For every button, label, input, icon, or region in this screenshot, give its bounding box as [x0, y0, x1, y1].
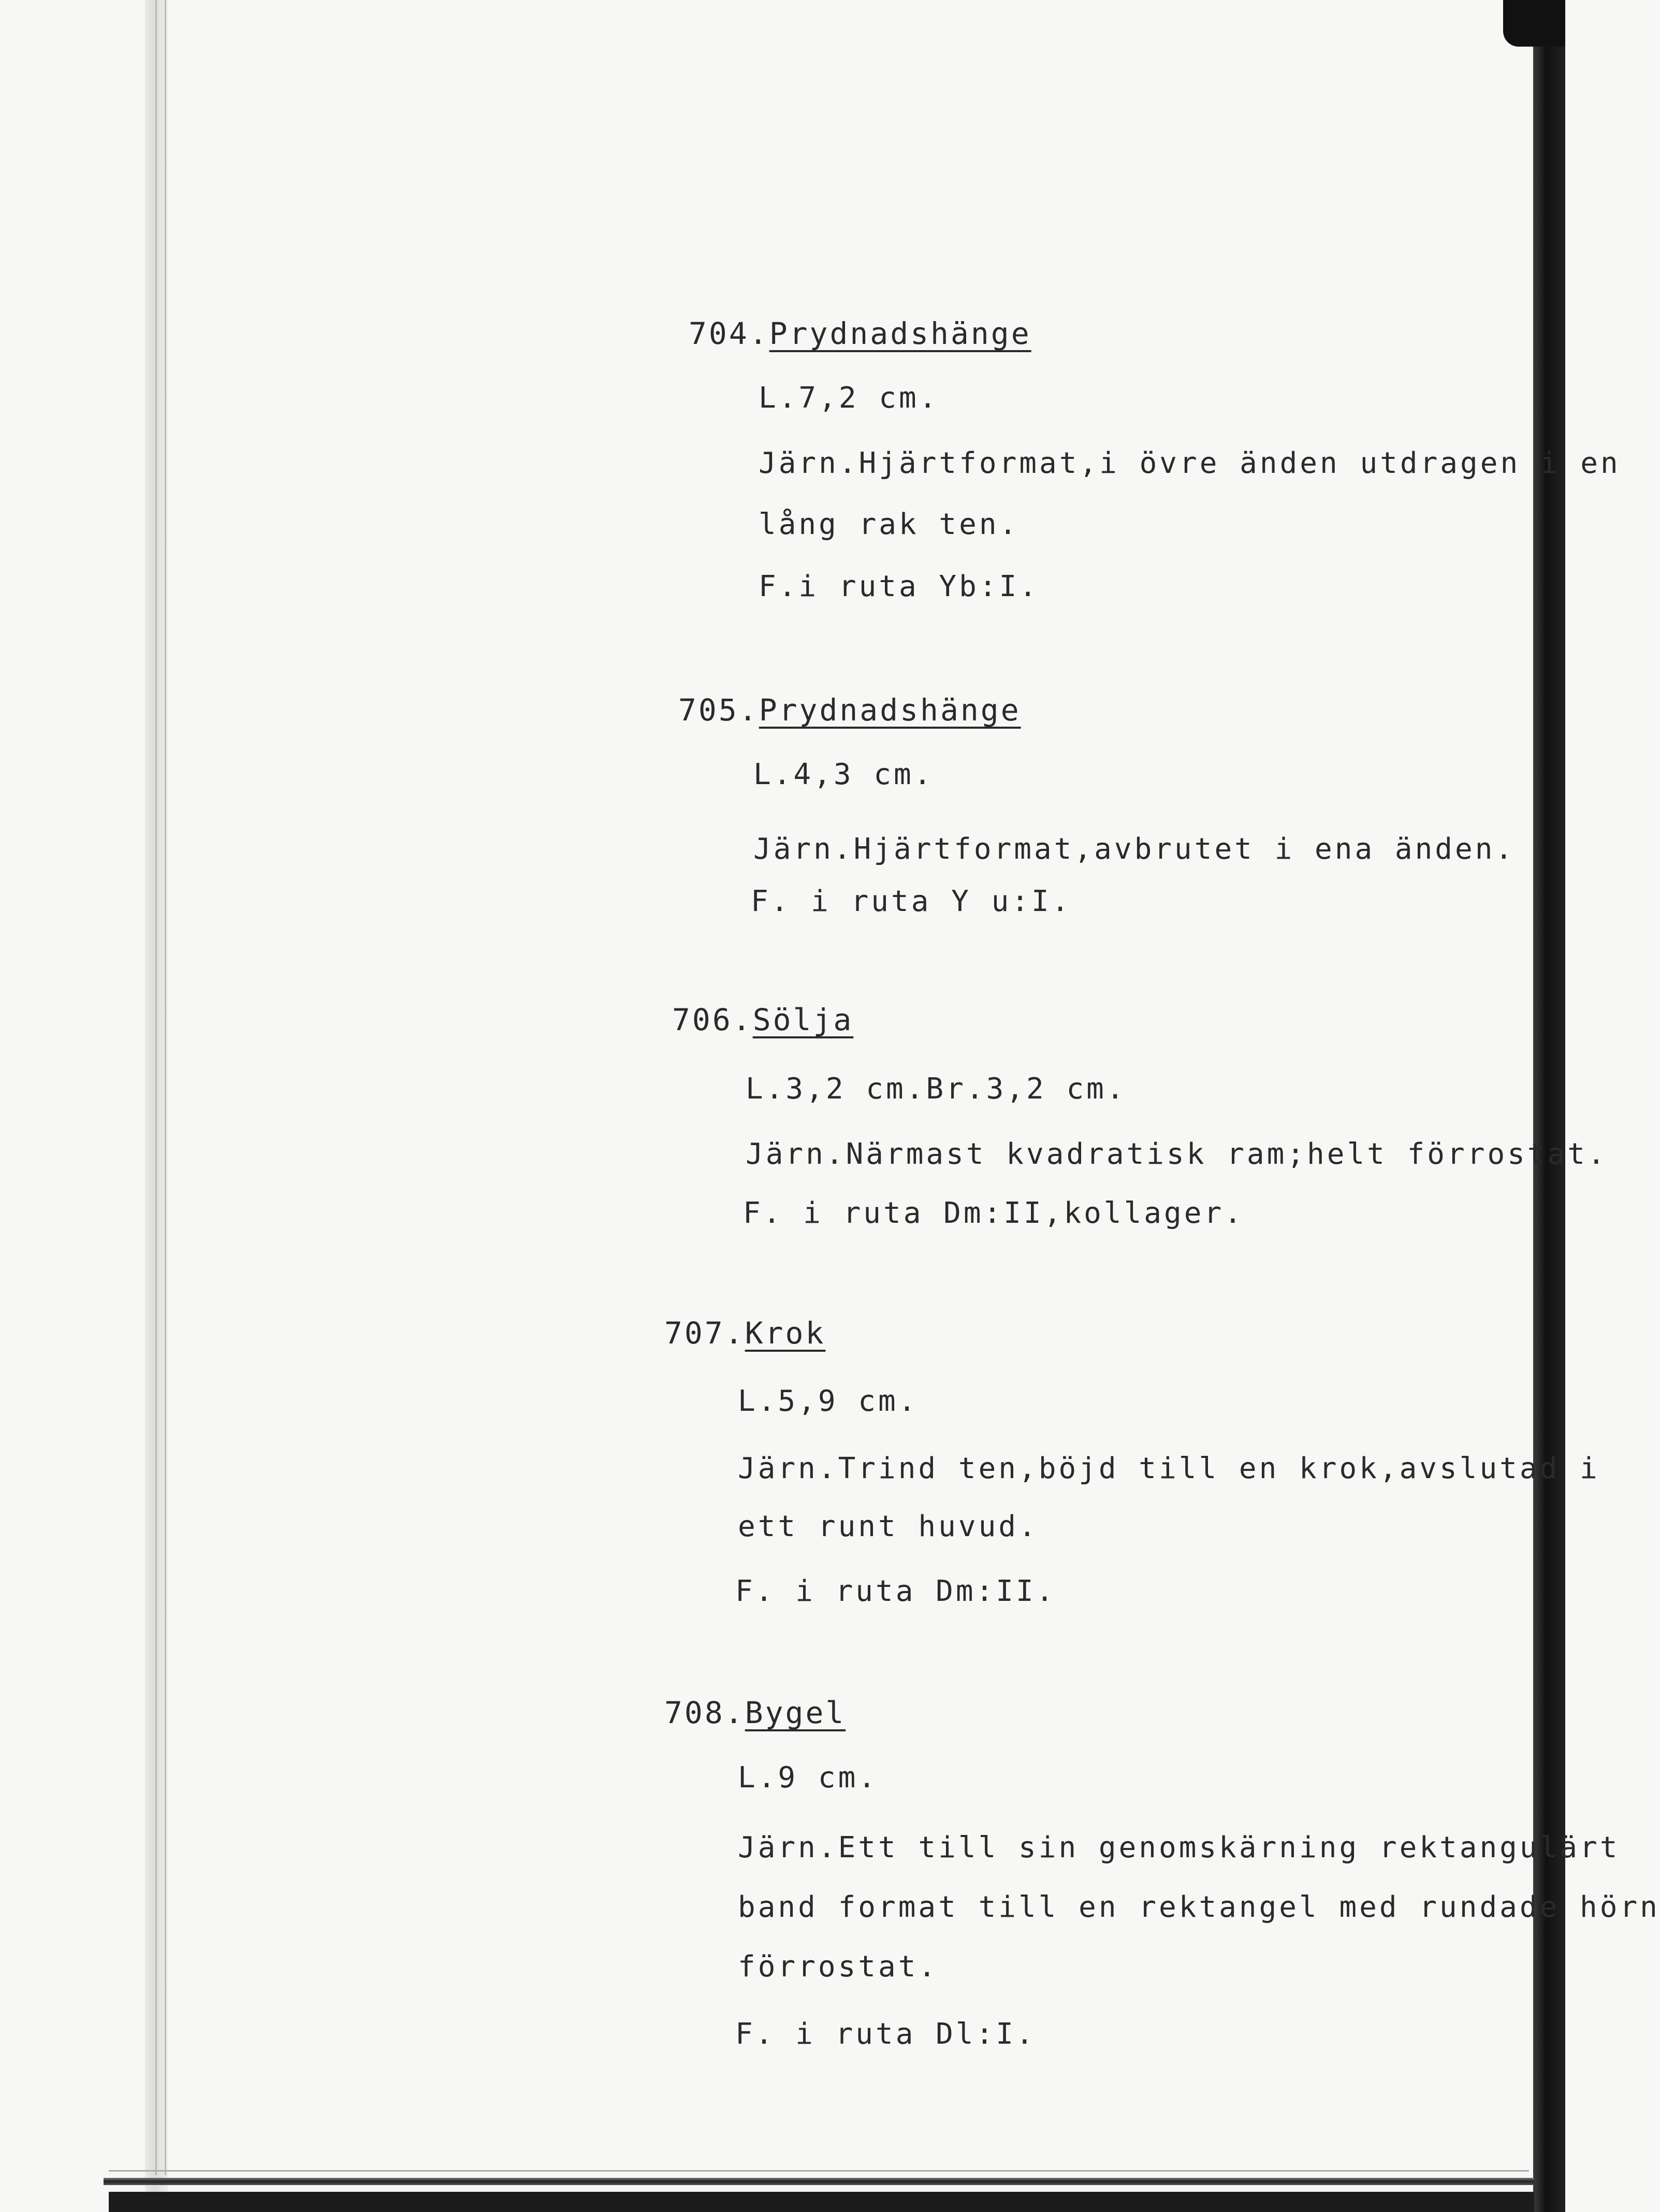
- entry-heading: [678, 692, 1021, 728]
- entry-line: Järn.Ett till sin genomskärning rektangulärt: [738, 1831, 1620, 1864]
- entry-title: Sölja: [752, 1002, 854, 1037]
- entry-number: 705.: [678, 692, 759, 728]
- entry-line: F. i ruta Dl:I.: [735, 2017, 1036, 2051]
- entry-line: ett runt huvud.: [738, 1510, 1039, 1543]
- entry-heading: [689, 316, 1031, 351]
- page-corner: [1503, 0, 1565, 47]
- bottom-edge-line: [109, 2170, 1529, 2172]
- entry-line: lång rak ten.: [759, 508, 1020, 541]
- entry-line: L.5,9 cm.: [738, 1384, 919, 1418]
- entry-line: L.3,2 cm.Br.3,2 cm.: [746, 1072, 1127, 1106]
- binding-line: [155, 0, 157, 2175]
- entry-line: Järn.Närmast kvadratisk ram;helt förrostat.: [746, 1137, 1608, 1171]
- bottom-edge: [104, 2178, 1534, 2185]
- page-edge: [1533, 0, 1565, 2212]
- entry-line: band format till en rektangel med rundade hörn: [738, 1890, 1660, 1924]
- entry-line: F. i ruta Dm:II.: [735, 1574, 1056, 1608]
- entry-heading: [672, 1002, 853, 1037]
- entry-title: Prydnadshänge: [759, 692, 1021, 728]
- entry-line: L.4,3 cm.: [753, 758, 934, 791]
- entry-line: Järn.Trind ten,böjd till en krok,avslutad i: [738, 1452, 1600, 1485]
- entry-heading: [664, 1315, 825, 1351]
- entry-line: Järn.Hjärtformat,i övre änden utdragen i en: [759, 446, 1621, 480]
- entry-line: F. i ruta Y u:I.: [751, 885, 1072, 918]
- entry-number: 704.: [689, 316, 769, 351]
- entry-line: L.7,2 cm.: [759, 381, 939, 415]
- entry-number: 706.: [672, 1002, 753, 1037]
- entry-number: 707.: [664, 1315, 745, 1351]
- entry-line: Järn.Hjärtformat,avbrutet i ena änden.: [753, 832, 1516, 866]
- entry-title: Krok: [745, 1315, 826, 1351]
- entry-line: F. i ruta Dm:II,kollager.: [743, 1196, 1244, 1230]
- entry-number: 708.: [664, 1695, 745, 1730]
- entry-title: Prydnadshänge: [769, 316, 1031, 351]
- entry-line: förrostat.: [738, 1950, 939, 1984]
- binding-line: [165, 0, 166, 2175]
- entry-title: Bygel: [745, 1695, 846, 1730]
- entry-heading: [664, 1695, 846, 1730]
- entry-line: L.9 cm.: [738, 1761, 879, 1795]
- bottom-edge-shadow: [109, 2192, 1534, 2212]
- entry-line: F.i ruta Yb:I.: [759, 570, 1040, 603]
